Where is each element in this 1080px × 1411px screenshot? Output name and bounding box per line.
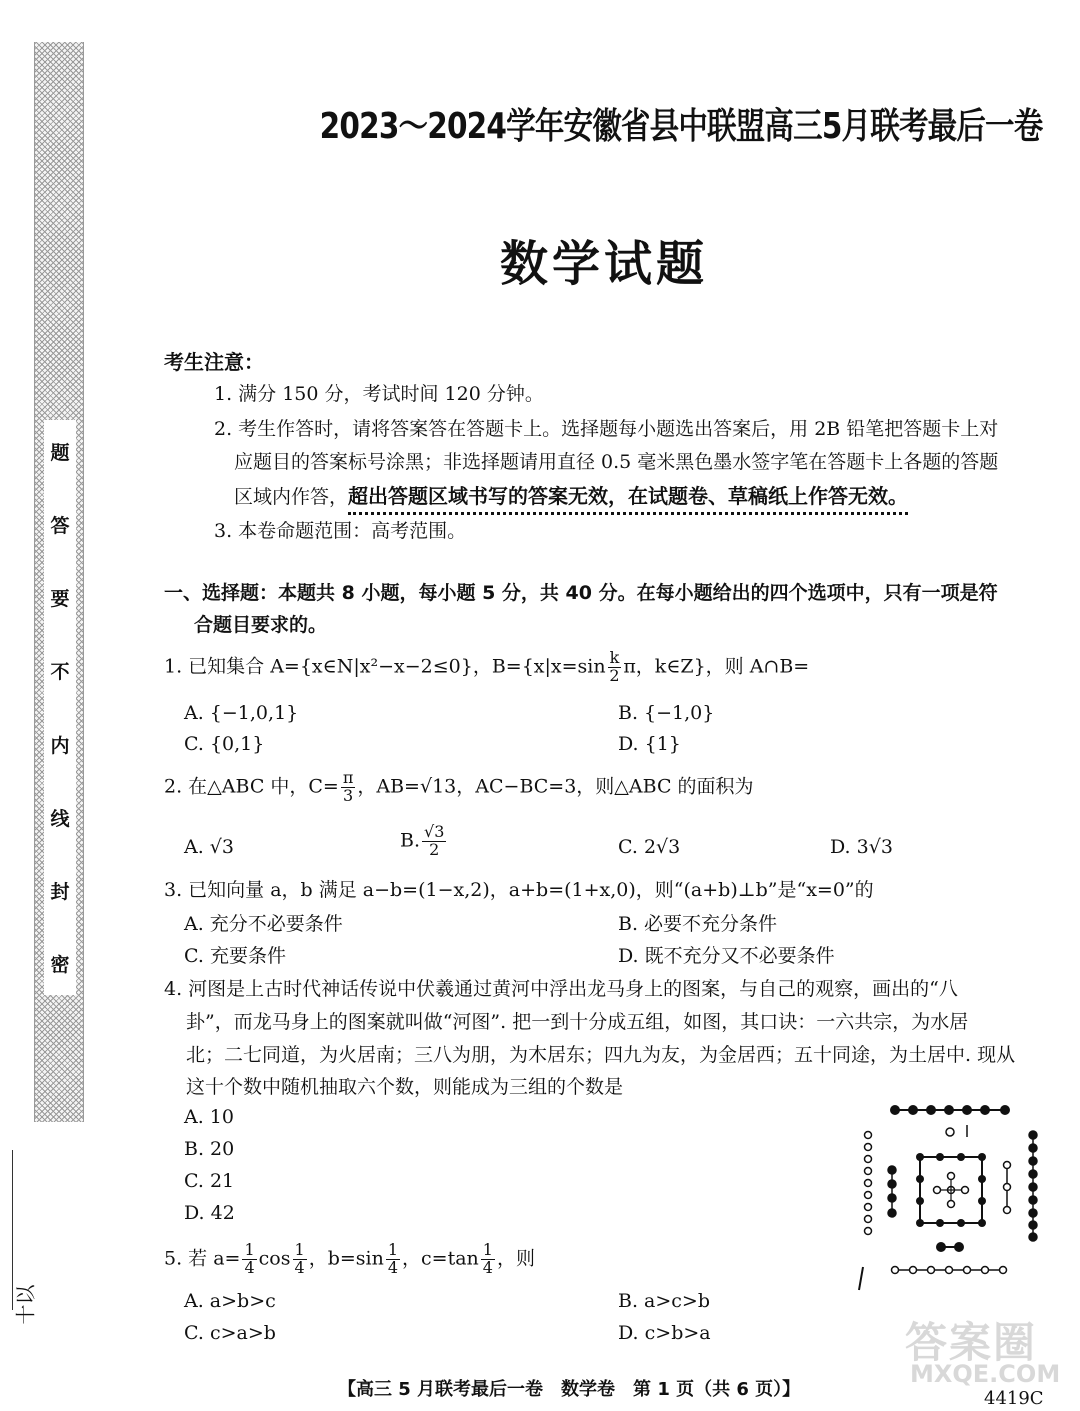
page-footer: 【高三 5 月联考最后一卷 数学卷 第 1 页（共 6 页）】 [338,1379,801,1400]
stem-text: ，则 [496,1247,535,1270]
stem-text: π，k∈Z}，则 A∩B= [623,655,810,678]
numerator: 1 [482,1240,493,1259]
seal-char: 答 [50,515,70,538]
denominator: 4 [387,1257,399,1277]
section-heading-line-1: 一、选择题：本题共 8 小题，每小题 5 分，共 40 分。在每小题给出的四个选项中，只有一项是符 [164,582,998,604]
exam-name: 2023～2024学年安徽省县中联盟高三5月联考最后一卷 [319,106,1042,147]
denominator: 2 [429,839,440,859]
question-2-option-d: D. 3√3 [830,836,893,858]
question-5-option-d: D. c>b>a [618,1322,711,1344]
page-title: 数学试题 [500,236,709,292]
stem-text: 1. 已知集合 A={x∈N|x²−x−2≤0}，B={x|x=sin [164,655,606,678]
notice-text: 区域内作答， [234,486,349,508]
seal-char: 内 [50,734,70,757]
stem-text: 5. 若 a= [164,1247,241,1270]
denominator: 2 [609,665,620,685]
denominator: 4 [294,1257,305,1277]
fraction [608,650,622,685]
question-4-line-1: 4. 河图是上古时代神话传说中伏羲通过黄河中浮出龙马身上的图案，与自己的观察，画出的“八 [164,978,958,1000]
question-1-stem [164,650,809,685]
watermark-url: MXQE.COM [910,1360,1061,1388]
seal-char: 密 [50,953,70,976]
question-3-option-d: D. 既不充分又不必要条件 [618,945,835,967]
question-1-option-d: D. {1} [618,733,681,755]
fraction [422,824,446,859]
question-5-option-b: B. a>c>b [618,1290,711,1312]
seal-char: 不 [50,661,70,684]
notice-title: 考生注意： [164,350,264,374]
question-4-option-a: A. 10 [184,1106,234,1128]
watermark-logo: 答案圈 [905,1318,1038,1367]
denominator: 3 [343,785,354,805]
numerator: k [609,648,620,667]
question-3-option-c: C. 充要条件 [184,945,286,967]
notice-emphasis: 超出答题区域书写的答案无效，在试题卷、草稿纸上作答无效。 [348,484,908,515]
stem-text: ，b=sin [308,1247,384,1270]
numerator: π [342,768,354,787]
question-1-option-a: A. {−1,0,1} [184,702,299,724]
question-2-option-c: C. 2√3 [618,836,681,858]
fraction [386,1242,400,1277]
seal-char: 要 [50,588,70,611]
question-5-stem [164,1242,535,1277]
fraction [293,1242,307,1277]
notice-item-2-line-1: 2. 考生作答时，请将答案答在答题卡上。选择题每小题选出答案后，用 2B 铅笔把答题卡上对 [214,418,999,440]
stem-text: ，AB=√13，AC−BC=3，则△ABC 的面积为 [357,775,754,798]
question-3-option-a: A. 充分不必要条件 [184,913,343,935]
question-4-option-d: D. 42 [184,1202,235,1224]
hetu-diagram [855,1095,1055,1295]
notice-item-3: 3. 本卷命题范围：高考范围。 [214,520,467,542]
stem-text: 2. 在△ABC 中，C= [164,775,339,798]
question-1-option-c: C. {0,1} [184,733,265,755]
numerator: √3 [424,822,445,841]
question-4-line-2: 卦”，而龙马身上的图案就叫做“河图”. 把一到十分成五组，如图，其口诀：一六共宗，为水居 [186,1011,969,1033]
seal-char: 线 [50,807,70,830]
seal-line-text [44,420,76,995]
margin-mark: 十以 [13,1284,38,1325]
paper-code: 4419C [984,1388,1044,1409]
option-label: B. [400,829,421,852]
question-4-option-b: B. 20 [184,1138,235,1160]
numerator: 1 [387,1240,399,1259]
section-heading-line-2: 合题目要求的。 [194,614,328,636]
stem-text: ，c=tan [402,1247,479,1270]
fraction [341,770,356,805]
question-4-line-3: 北；二七同道，为火居南；三八为朋，为木居东；四九为友，为金居西；五十同途，为土居中. 现从 [186,1044,1016,1066]
numerator: 1 [294,1240,305,1259]
question-1-option-b: B. {−1,0} [618,702,715,724]
question-2-stem [164,770,754,805]
fraction [481,1242,495,1277]
numerator: 1 [244,1240,255,1259]
notice-item-2-line-2: 应题目的答案标号涂黑；非选择题请用直径 0.5 毫米黑色墨水签字笔在答题卡上各题的答题 [234,451,999,473]
notice-item-1: 1. 满分 150 分，考试时间 120 分钟。 [214,383,544,405]
question-3-stem: 3. 已知向量 a，b 满足 a−b=(1−x,2)，a+b=(1+x,0)，则“(a+b)⊥b”是“x=0”的 [164,879,874,901]
question-5-option-a: A. a>b>c [184,1290,276,1312]
question-5-option-c: C. c>a>b [184,1322,276,1344]
question-4-line-4: 这十个数中随机抽取六个数，则能成为三组的个数是 [186,1076,624,1098]
question-2-option-a: A. √3 [184,836,234,858]
fraction [242,1242,256,1277]
question-3-option-b: B. 必要不充分条件 [618,913,778,935]
question-4-option-c: C. 21 [184,1170,235,1192]
stem-text: cos [258,1247,291,1270]
denominator: 4 [244,1257,255,1277]
seal-char: 题 [50,442,70,464]
seal-char: 封 [50,880,70,903]
question-2-option-b [400,824,448,859]
notice-item-2-line-3 [234,484,908,509]
denominator: 4 [482,1257,493,1277]
